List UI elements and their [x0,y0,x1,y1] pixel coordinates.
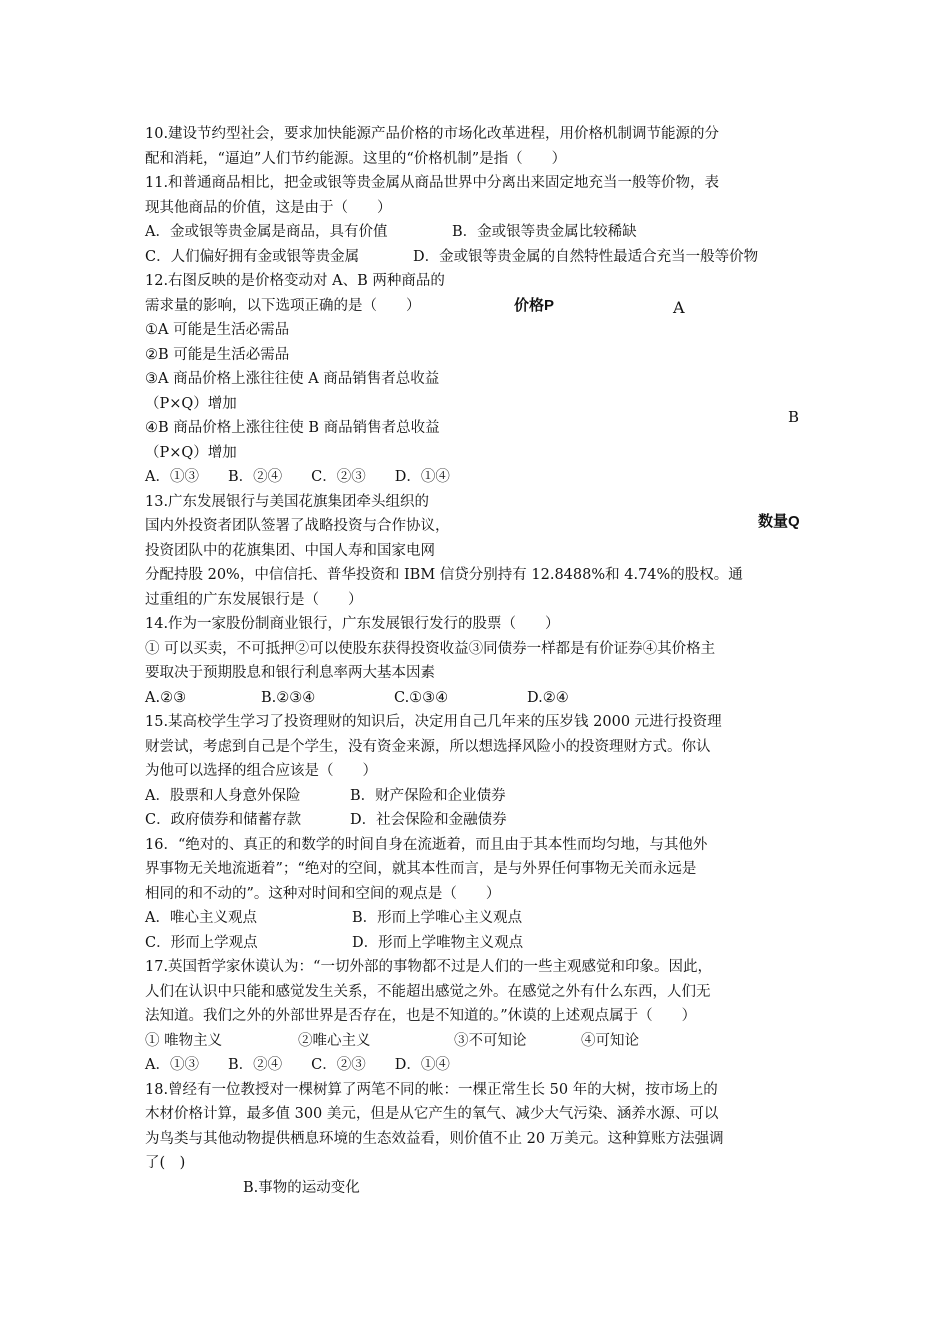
question-18-line-1: 18.曾经有一位教授对一棵树算了两笔不同的帐：一棵正常生长 50 年的大树，按市场上的 [145,1081,718,1098]
question-14 [145,612,810,710]
question-14-option-d: D.②④ [527,689,569,706]
question-11-option-b: B．金或银等贵金属比较稀缺 [452,224,637,240]
question-18-line-2: 木材价格计算，最多值 300 美元，但是从它产生的氧气、减少大气污染、涵养水源、可以 [145,1106,719,1122]
question-18-line-3: 为鸟类与其他动物提供栖息环境的生态效益看，则价值不止 20 万美元。这种算账方法强调 [145,1130,724,1147]
question-13-line-3: 投资团队中的花旗集团、中国人寿和国家电网 [145,542,435,559]
question-10-line-2: 配和消耗，“逼迫”人们节约能源。这里的“价格机制”是指（ ） [145,150,567,167]
question-17-statement-1: ① 唯物主义 [145,1032,223,1049]
question-17-line-3: 法知道。我们之外的外部世界是否存在，也是不知道的。”休谟的上述观点属于（ ） [145,1008,697,1024]
question-14-options [145,686,810,711]
question-14-option-b: B.②③④ [261,689,316,706]
question-10 [145,122,810,171]
question-11-options-ab [145,220,810,245]
figure-price-axis-label: 价格P [514,297,555,314]
question-18 [145,1078,810,1201]
question-13-line-4: 分配持股 20%，中信信托、普华投资和 IBM 信贷分别持有 12.8488%和 4.74%的股权。通 [145,567,743,583]
question-18-line-4: 了( ) [145,1155,186,1171]
question-12-statement-1: ①A 可能是生活必需品 [145,322,290,338]
question-17-statements [145,1029,810,1054]
figure-curve-b-label: B [788,408,800,426]
question-16-option-a: A．唯心主义观点 [145,910,257,926]
question-15-option-c: C．政府债券和储蓄存款 [145,812,302,828]
question-14-option-a: A.②③ [145,689,187,706]
question-17-options: A．①③ B．②④ C．②③ D．①④ [145,1057,450,1073]
question-15-option-d: D．社会保险和金融债券 [350,812,507,828]
question-11-line-2: 现其他商品的价值，这是由于（ ） [145,199,392,216]
question-11-line-1: 11.和普通商品相比，把金或银等贵金属从商品世界中分离出来固定地充当一般等价物，表 [145,175,720,191]
question-16-option-b: B．形而上学唯心主义观点 [352,910,523,926]
question-list [145,122,810,1200]
question-14-line-1: 14.作为一家股份制商业银行，广东发展银行发行的股票（ ） [145,616,560,632]
question-17-line-1: 17.英国哲学家休谟认为：“一切外部的事物都不过是人们的一些主观感觉和印象。因此， [145,959,712,975]
question-16-option-d: D．形而上学唯物主义观点 [352,934,524,951]
question-15-line-3: 为他可以选择的组合应该是（ ） [145,763,377,779]
question-16-option-c: C．形而上学观点 [145,934,258,951]
question-18-option-b: B.事物的运动变化 [243,1179,360,1196]
question-12-line-2: 需求量的影响，以下选项正确的是（ ） [145,297,421,314]
question-11-option-a: A．金或银等贵金属是商品，具有价值 [145,224,388,240]
question-12-line-1: 12.右图反映的是价格变动对 A、B 两种商品的 [145,273,445,289]
question-14-option-c: C.①③④ [394,689,449,706]
question-13 [145,490,810,613]
question-11-options-cd [145,245,810,270]
question-17-statement-4: ④可知论 [581,1032,639,1049]
question-11-option-d: D．金或银等贵金属的自然特性最适合充当一般等价物 [413,248,759,265]
question-12-statement-3a: ③A 商品价格上涨往往使 A 商品销售者总收益 [145,371,440,387]
question-14-line-3: 要取决于预期股息和银行利息率两大基本因素 [145,665,435,681]
question-17 [145,955,810,1078]
question-16-line-2: 界事物无关地流逝着”；“绝对的空间，就其本性而言，是与外界任何事物无关而永远是 [145,861,697,877]
question-17-line-2: 人们在认识中只能和感觉发生关系，不能超出感觉之外。在感觉之外有什么东西，人们无 [145,983,711,1000]
question-12 [145,269,810,490]
question-10-line-1: 10.建设节约型社会，要求加快能源产品价格的市场化改革进程，用价格机制调节能源的分 [145,126,720,142]
question-13-line-1: 13.广东发展银行与美国花旗集团牵头组织的 [145,493,430,510]
question-15-options-ab [145,784,810,809]
question-16-options-ab [145,906,810,931]
question-13-line-5: 过重组的广东发展银行是（ ） [145,591,363,608]
question-14-line-2: ① 可以买卖，不可抵押②可以使股东获得投资收益③同债券一样都是有价证券④其价格主 [145,640,716,657]
question-11-option-c: C．人们偏好拥有金或银等贵金属 [145,248,360,265]
question-16 [145,833,810,956]
figure-quantity-axis-label: 数量Q [758,513,800,530]
question-16-line-1: 16．“绝对的、真正的和数学的时间自身在流逝着，而且由于其本性而均匀地，与其他外 [145,836,708,853]
question-15-option-a: A．股票和人身意外保险 [145,787,301,804]
question-15-line-2: 财尝试，考虑到自己是个学生，没有资金来源，所以想选择风险小的投资理财方式。你认 [145,738,711,755]
question-12-statement-3b: （P×Q）增加 [145,395,237,412]
question-17-statement-2: ②唯心主义 [298,1032,371,1049]
question-12-statement-4a: ④B 商品价格上涨往往使 B 商品销售者总收益 [145,420,440,436]
figure-curve-a-label: A [673,298,685,317]
question-15-line-1: 15.某高校学生学习了投资理财的知识后，决定用自己几年来的压岁钱 2000 元进行投资理 [145,714,722,730]
question-16-options-cd [145,931,810,956]
question-15-option-b: B．财产保险和企业债券 [350,787,506,804]
question-12-statement-2: ②B 可能是生活必需品 [145,346,290,363]
question-15-options-cd [145,808,810,833]
question-12-statement-4b: （P×Q）增加 [145,444,237,461]
question-15 [145,710,810,833]
question-11 [145,171,810,269]
question-12-options: A．①③ B．②④ C．②③ D．①④ [145,469,450,485]
question-13-line-2: 国内外投资者团队签署了战略投资与合作协议， [145,518,450,534]
question-16-line-3: 相同的和不动的”。这种对时间和空间的观点是（ ） [145,885,501,902]
question-17-statement-3: ③不可知论 [454,1032,527,1049]
